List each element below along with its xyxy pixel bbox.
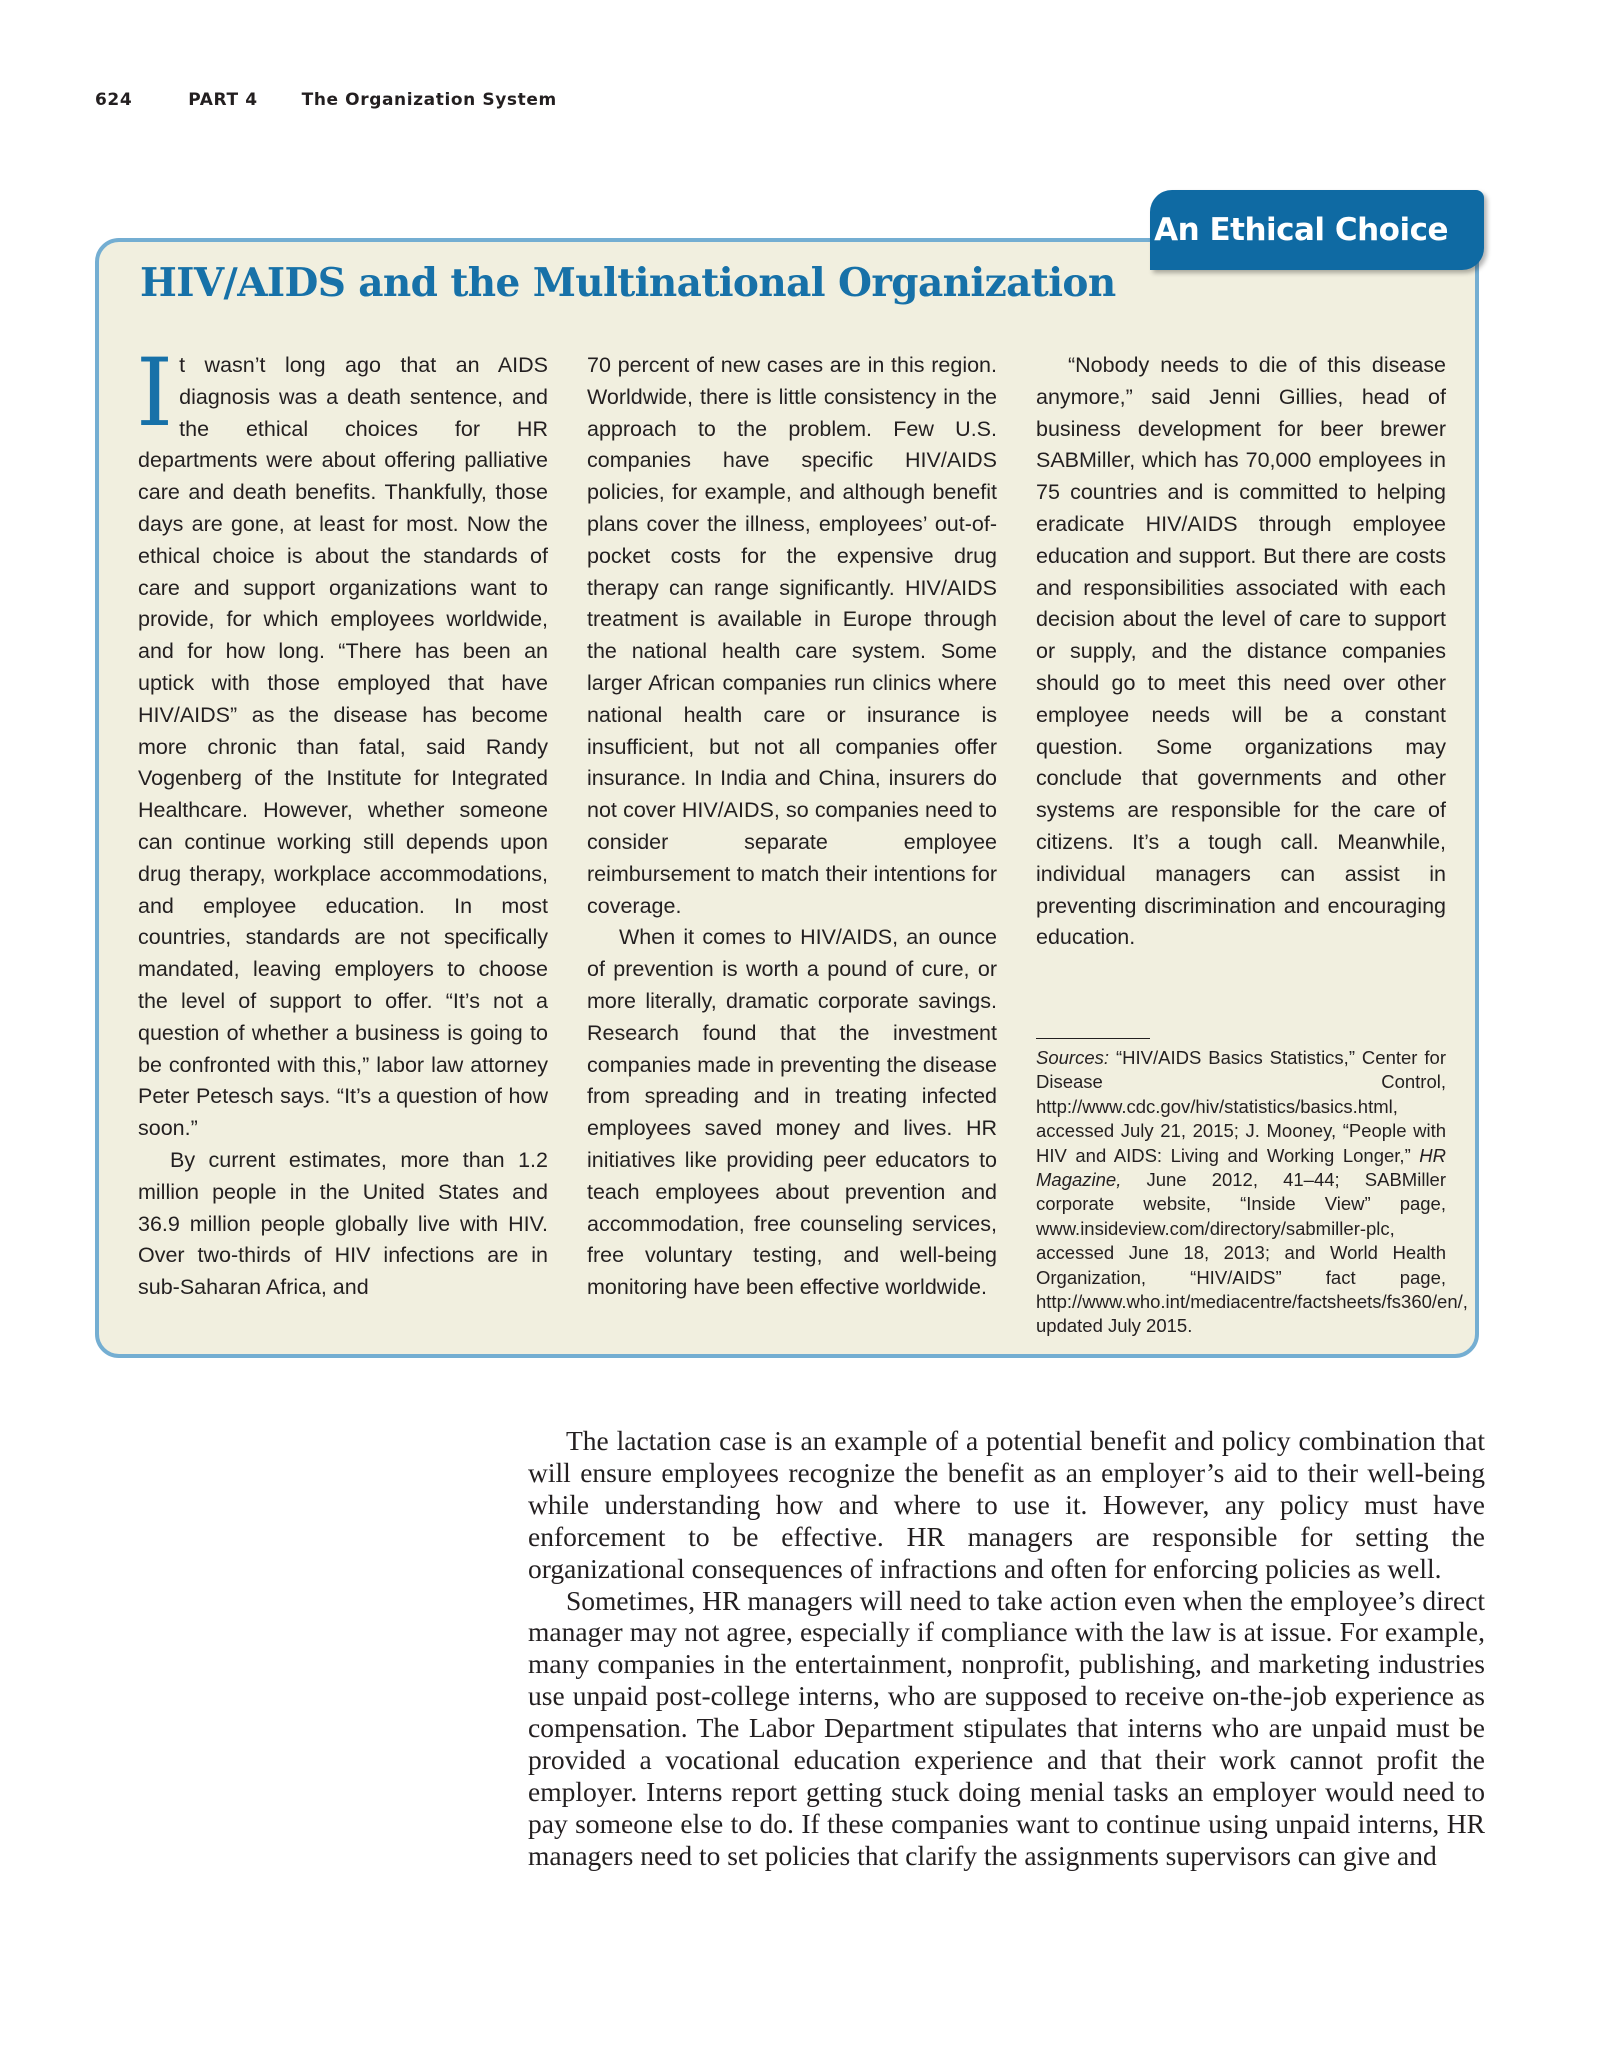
- sources-note: [1036, 1046, 1468, 1339]
- sources-text-1: “HIV/AIDS Basics Statistics,” Center for Disease Control, http://www.cdc.gov/hiv/statistics/basics.html, accessed July 21, 2015; J. Mooney, “People with HIV and AIDS: Living and Working Longer,”: [1036, 1047, 1446, 1166]
- sources-text-2: June 2012, 41–44; SABMiller corporate website, “Inside View” page, www.insideview.com/directory/sabmiller-plc, accessed June 18, 2013; and World Health Organization, “HIV/AIDS” fact page, http://www.who.int/mediacentre/factsheets/fs360/en/, updated July 2015.: [1036, 1169, 1468, 1337]
- feature-paragraph: 70 percent of new cases are in this region. Worldwide, there is little consistency in the approach to the problem. Few U.S. companies have specific HIV/AIDS policies, for example, and although benefit plans cover the illness, employees’ out-of-pocket costs for the expensive drug therapy can range significantly. HIV/AIDS treatment is available in Europe through the national health care system. Some larger African companies run clinics where national health care or insurance is insufficient, but not all companies offer insurance. In India and China, insurers do not cover HIV/AIDS, so companies need to consider separate employee reimbursement to match their intentions for coverage.: [587, 353, 997, 918]
- feature-paragraph: When it comes to HIV/AIDS, an ounce of prevention is worth a pound of cure, or more literally, dramatic corporate savings. Research found that the investment companies made in preventing the disease from spreading and in treating infected employees saved money and lives. HR initiatives like providing peer educators to teach employees about prevention and accommodation, free counseling services, free voluntary testing, and well-being monitoring have been effective worldwide.: [587, 925, 997, 1300]
- feature-column-1: [136, 339, 548, 1304]
- section-title: The Organization System: [301, 90, 557, 110]
- body-text: [528, 1425, 1485, 1872]
- paragraph-text: t wasn’t long ago that an AIDS diagnosis was a death sentence, and the ethical choices for HR departments were about offering palliative care and death benefits. Thankfully, those days are gone, at least for most. Now the ethical choice is about the standards of care and support organizations want to provide, for which employees worldwide, and for how long. “There has been an uptick with those employed that have HIV/AIDS” as the disease has become more chronic than fatal, said Randy Vogenberg of the Institute for Integrated Healthcare. However, whether someone can continue working still depends upon drug therapy, workplace accommodations, and employee education. In most countries, standards are not specifically mandated, leaving employers to choose the level of support to offer. “It’s not a question of whether a business is going to be confronted with this,” labor law attorney Peter Petesch says. “It’s a question of how soon.”: [138, 353, 548, 1141]
- feature-column-3: [1036, 350, 1446, 954]
- feature-tab: An Ethical Choice: [1150, 190, 1484, 270]
- sources-divider: [1036, 1038, 1150, 1039]
- feature-title: HIV/AIDS and the Multinational Organization: [140, 260, 1116, 306]
- sources-magazine: HR Magazine,: [1036, 1144, 1447, 1191]
- feature-paragraph: [136, 339, 548, 1145]
- feature-paragraph: “Nobody needs to die of this disease anymore,” said Jenni Gillies, head of business development for beer brewer SABMiller, which has 70,000 employees in 75 countries and is committed to helping eradicate HIV/AIDS through employee education and support. But there are costs and responsibilities associated with each decision about the level of care to support or supply, and the distance companies should go to meet this need over other employee needs will be a constant question. Some organizations may conclude that governments and other systems are responsible for the care of citizens. It’s a tough call. Meanwhile, individual managers can assist in preventing discrimination and encouraging education.: [1036, 353, 1446, 950]
- running-head: [95, 90, 557, 110]
- feature-paragraph: By current estimates, more than 1.2 million people in the United States and 36.9 million people globally live with HIV. Over two-thirds of HIV infections are in sub-Saharan Africa, and: [138, 1147, 548, 1300]
- sources-label: Sources:: [1036, 1047, 1110, 1068]
- body-paragraph: Sometimes, HR managers will need to take action even when the employee’s direct manager may not agree, especially if compliance with the law is at issue. For example, many companies in the entertainment, nonprofit, publishing, and marketing industries use unpaid post-college interns, who are supposed to receive on-the-job experience as compensation. The Labor Department stipulates that interns who are unpaid must be provided a vocational education experience and that their work cannot profit the employer. Interns report getting stuck doing menial tasks an employer would need to pay someone else to do. If these companies want to continue using unpaid interns, HR managers need to set policies that clarify the assignments supervisors can give and: [528, 1584, 1485, 1871]
- part-label: PART 4: [188, 90, 258, 110]
- feature-column-2: [587, 350, 997, 1304]
- body-paragraph: The lactation case is an example of a potential benefit and policy combination that will ensure employees recognize the benefit as an employer’s aid to their well-being while understanding how and where to use it. However, any policy must have enforcement to be effective. HR managers are responsible for setting the organizational consequences of infractions and often for enforcing policies as well.: [528, 1425, 1485, 1584]
- drop-cap: I: [136, 339, 174, 448]
- page-number: 624: [95, 90, 133, 110]
